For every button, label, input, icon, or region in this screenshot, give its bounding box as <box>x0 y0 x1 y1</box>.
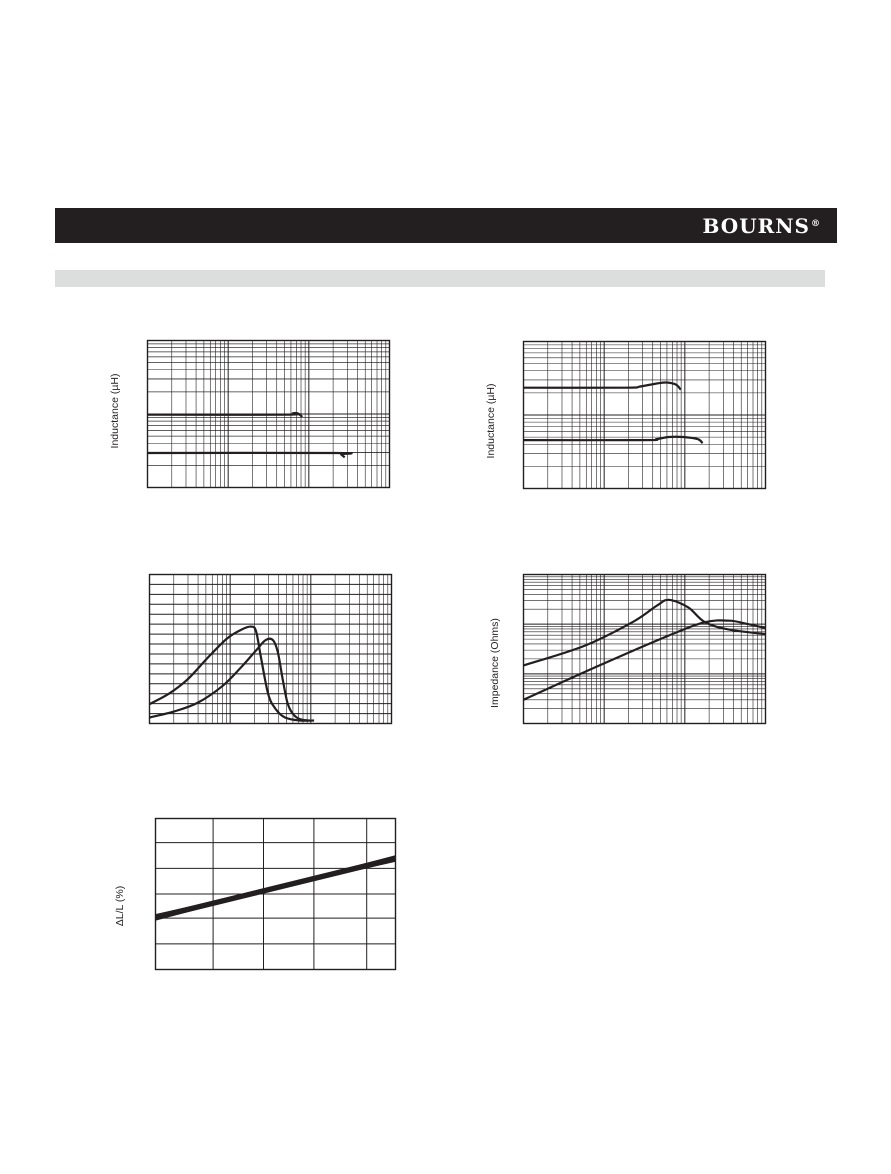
section-band <box>55 270 825 287</box>
chart-3-series-2-line <box>150 639 310 721</box>
registered-mark: ® <box>811 219 821 229</box>
chart4-ylabel: Impedance (Ohms) <box>489 618 501 708</box>
chart-2-series-1-line <box>524 382 681 389</box>
chart-1-series-2-line <box>148 453 352 458</box>
chart1-ylabel: Inductance (µH) <box>109 373 121 449</box>
chart-4-plot <box>524 575 766 724</box>
chart-3-plot <box>150 575 392 724</box>
header-bar <box>55 208 837 243</box>
chart-impedance-4 <box>523 574 766 724</box>
chart-4-series-2-line <box>524 620 766 699</box>
chart-1-plot <box>148 341 390 488</box>
chart-curve-3 <box>149 574 392 724</box>
chart-delta-l-5 <box>155 818 396 970</box>
chart-5-series-2-line <box>156 856 396 919</box>
chart2-ylabel: Inductance (µH) <box>485 383 497 459</box>
chart-5-plot <box>156 819 396 970</box>
chart-2-plot <box>524 342 766 489</box>
chart-2-series-2-line <box>524 437 703 443</box>
chart-4-series-1-line <box>524 600 766 666</box>
bourns-logo <box>703 213 821 239</box>
brand-name: BOURNS <box>702 214 810 238</box>
chart-inductance-2 <box>523 341 766 489</box>
chart5-ylabel: ΔL/L (%) <box>114 885 126 927</box>
chart-4-frame <box>524 575 766 724</box>
chart-inductance-1 <box>147 340 390 488</box>
